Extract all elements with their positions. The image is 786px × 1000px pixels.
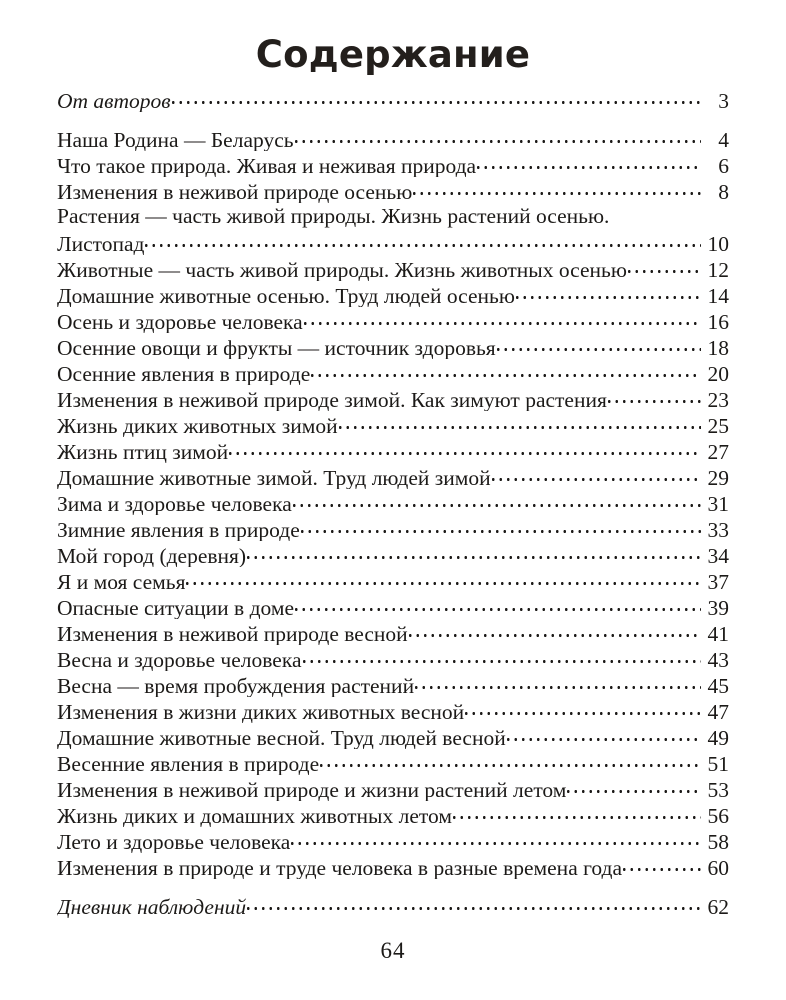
- toc-entry-label: Что такое природа. Живая и неживая природа: [57, 153, 477, 177]
- toc-entry[interactable]: [57, 801, 729, 827]
- toc-entry[interactable]: [57, 411, 729, 437]
- toc-entry[interactable]: [57, 86, 729, 112]
- toc-entry-label: Изменения в неживой природе осенью: [57, 179, 413, 203]
- toc-entry-page-number: 29: [707, 465, 729, 489]
- toc-entry-label: Осенние овощи и фрукты — источник здоровья: [57, 335, 496, 359]
- toc-entry-page-number: 25: [707, 413, 729, 437]
- toc-entry-label: Жизнь птиц зимой: [57, 439, 229, 463]
- toc-dot-leader: [295, 593, 701, 615]
- toc-dot-leader: [311, 359, 701, 381]
- toc-dot-leader: [186, 567, 701, 589]
- toc-entry-page-number: 56: [707, 803, 729, 827]
- toc-entry[interactable]: [57, 723, 729, 749]
- toc-dot-leader: [229, 437, 701, 459]
- toc-entry-label: Домашние животные зимой. Труд людей зимой: [57, 465, 491, 489]
- toc-dot-leader: [415, 671, 701, 693]
- toc-entry-label: Листопад: [57, 231, 145, 255]
- toc-entry-page-number: 20: [707, 361, 729, 385]
- toc-entry[interactable]: [57, 593, 729, 619]
- toc-dot-leader: [301, 515, 701, 537]
- toc-entry-page-number: 58: [707, 829, 729, 853]
- toc-dot-leader: [247, 892, 701, 914]
- toc-entry-page-number: 23: [707, 387, 729, 411]
- toc-entry[interactable]: [57, 671, 729, 697]
- toc-entry[interactable]: [57, 489, 729, 515]
- toc-dot-leader: [497, 333, 701, 355]
- toc-entry[interactable]: [57, 892, 729, 918]
- toc-entry[interactable]: [57, 203, 729, 229]
- toc-entry[interactable]: [57, 827, 729, 853]
- toc-entry-page-number: 3: [718, 88, 729, 112]
- toc-entry-page-number: 18: [707, 335, 729, 359]
- toc-entry[interactable]: [57, 749, 729, 775]
- toc-entry-page-number: 6: [718, 153, 729, 177]
- toc-dot-leader: [608, 385, 701, 407]
- toc-dot-leader: [293, 489, 701, 511]
- toc-entry[interactable]: [57, 229, 729, 255]
- toc-entry-page-number: 45: [707, 673, 729, 697]
- toc-entry-page-number: 39: [707, 595, 729, 619]
- toc-entry-label: Опасные ситуации в доме: [57, 595, 295, 619]
- toc-dot-leader: [516, 281, 701, 303]
- toc-entry[interactable]: [57, 177, 729, 203]
- toc-dot-leader: [477, 151, 701, 173]
- toc-dot-leader: [291, 827, 701, 849]
- toc-entry-page-number: 31: [707, 491, 729, 515]
- toc-entry-page-number: 27: [707, 439, 729, 463]
- toc-entry-label: Весна и здоровье человека: [57, 647, 302, 671]
- toc-entry-page-number: 41: [707, 621, 729, 645]
- toc-dot-leader: [339, 411, 701, 433]
- toc-entry-label: Весна — время пробуждения растений: [57, 673, 415, 697]
- toc-entry-label: Изменения в неживой природе зимой. Как зимуют растения: [57, 387, 607, 411]
- toc-dot-leader: [320, 749, 701, 771]
- toc-entry[interactable]: [57, 515, 729, 541]
- toc-entry-page-number: 47: [707, 699, 729, 723]
- toc-entry-label: Лето и здоровье человека: [57, 829, 291, 853]
- toc-entry-page-number: 51: [707, 751, 729, 775]
- toc-entry-label: Домашние животные осенью. Труд людей осенью: [57, 283, 515, 307]
- toc-dot-leader: [465, 697, 701, 719]
- toc-entry-page-number: 4: [718, 127, 729, 151]
- toc-dot-leader: [507, 723, 701, 745]
- toc-entry-page-number: 53: [707, 777, 729, 801]
- toc-entry-label: Осень и здоровье человека: [57, 309, 303, 333]
- toc-entry[interactable]: [57, 437, 729, 463]
- toc-entry-label: Изменения в неживой природе и жизни растений летом: [57, 777, 567, 801]
- toc-entry-page-number: 33: [707, 517, 729, 541]
- toc-entry-label: Изменения в жизни диких животных весной: [57, 699, 465, 723]
- toc-entry-page-number: 10: [707, 231, 729, 255]
- toc-entry[interactable]: [57, 853, 729, 879]
- toc-dot-leader: [145, 229, 701, 251]
- toc-entry-page-number: 37: [707, 569, 729, 593]
- toc-dot-leader: [413, 177, 701, 199]
- toc-entry[interactable]: [57, 385, 729, 411]
- toc-dot-leader: [295, 125, 701, 147]
- toc-section-gap: [57, 879, 729, 892]
- toc-entry[interactable]: [57, 359, 729, 385]
- toc-entry-label: Осенние явления в природе: [57, 361, 311, 385]
- toc-entry[interactable]: [57, 463, 729, 489]
- toc-entry[interactable]: [57, 541, 729, 567]
- toc-entry-label: Домашние животные весной. Труд людей весной: [57, 725, 506, 749]
- toc-section-gap: [57, 112, 729, 125]
- toc-dot-leader: [172, 86, 701, 108]
- page-title: Содержание: [255, 33, 531, 76]
- toc-entry[interactable]: [57, 281, 729, 307]
- toc-entry-label: Весенние явления в природе: [57, 751, 320, 775]
- toc-entry-label: Изменения в неживой природе весной: [57, 621, 408, 645]
- toc-entry-label: Наша Родина — Беларусь: [57, 127, 294, 151]
- toc-dot-leader: [628, 255, 701, 277]
- toc-entry-label: Растения — часть живой природы. Жизнь растений осенью.: [57, 204, 610, 228]
- toc-entry[interactable]: [57, 775, 729, 801]
- toc-entry-page-number: 14: [707, 283, 729, 307]
- toc-entry-label: Мой город (деревня): [57, 543, 247, 567]
- toc-entry-label: Дневник наблюдений: [57, 894, 247, 918]
- toc-entry[interactable]: [57, 567, 729, 593]
- toc-entry[interactable]: [57, 619, 729, 645]
- toc-entry-page-number: 16: [707, 309, 729, 333]
- toc-entry[interactable]: [57, 333, 729, 359]
- toc-entry-label: Животные — часть живой природы. Жизнь животных осенью: [57, 257, 627, 281]
- toc-entry-label: Зимние явления в природе: [57, 517, 300, 541]
- toc-entry-label: Жизнь диких и домашних животных летом: [57, 803, 452, 827]
- toc-entry[interactable]: [57, 697, 729, 723]
- toc-dot-leader: [247, 541, 701, 563]
- toc-entry[interactable]: [57, 151, 729, 177]
- toc-entry-page-number: 34: [707, 543, 729, 567]
- page-folio-number: 64: [380, 938, 406, 963]
- toc-dot-leader: [409, 619, 701, 641]
- toc-entry-label: Я и моя семья: [57, 569, 186, 593]
- toc-dot-leader: [567, 775, 701, 797]
- toc-entry-label: Жизнь диких животных зимой: [57, 413, 338, 437]
- toc-entry[interactable]: [57, 255, 729, 281]
- toc-entry-label: Зима и здоровье человека: [57, 491, 292, 515]
- toc-entry-page-number: 8: [718, 179, 729, 203]
- toc-dot-leader: [453, 801, 701, 823]
- toc-entry[interactable]: [57, 125, 729, 151]
- toc-dot-leader: [304, 307, 701, 329]
- toc-entry[interactable]: [57, 645, 729, 671]
- toc-entry-page-number: 60: [707, 855, 729, 879]
- toc-dot-leader: [303, 645, 702, 667]
- table-of-contents-list: [57, 86, 729, 918]
- toc-entry-page-number: 12: [707, 257, 729, 281]
- toc-entry-page-number: 43: [707, 647, 729, 671]
- toc-entry-label: От авторов: [57, 88, 171, 112]
- toc-entry-page-number: 62: [707, 894, 729, 918]
- toc-entry[interactable]: [57, 307, 729, 333]
- toc-entry-page-number: 49: [707, 725, 729, 749]
- toc-dot-leader: [623, 853, 701, 875]
- toc-dot-leader: [492, 463, 701, 485]
- toc-entry-label: Изменения в природе и труде человека в разные времена года: [57, 855, 623, 879]
